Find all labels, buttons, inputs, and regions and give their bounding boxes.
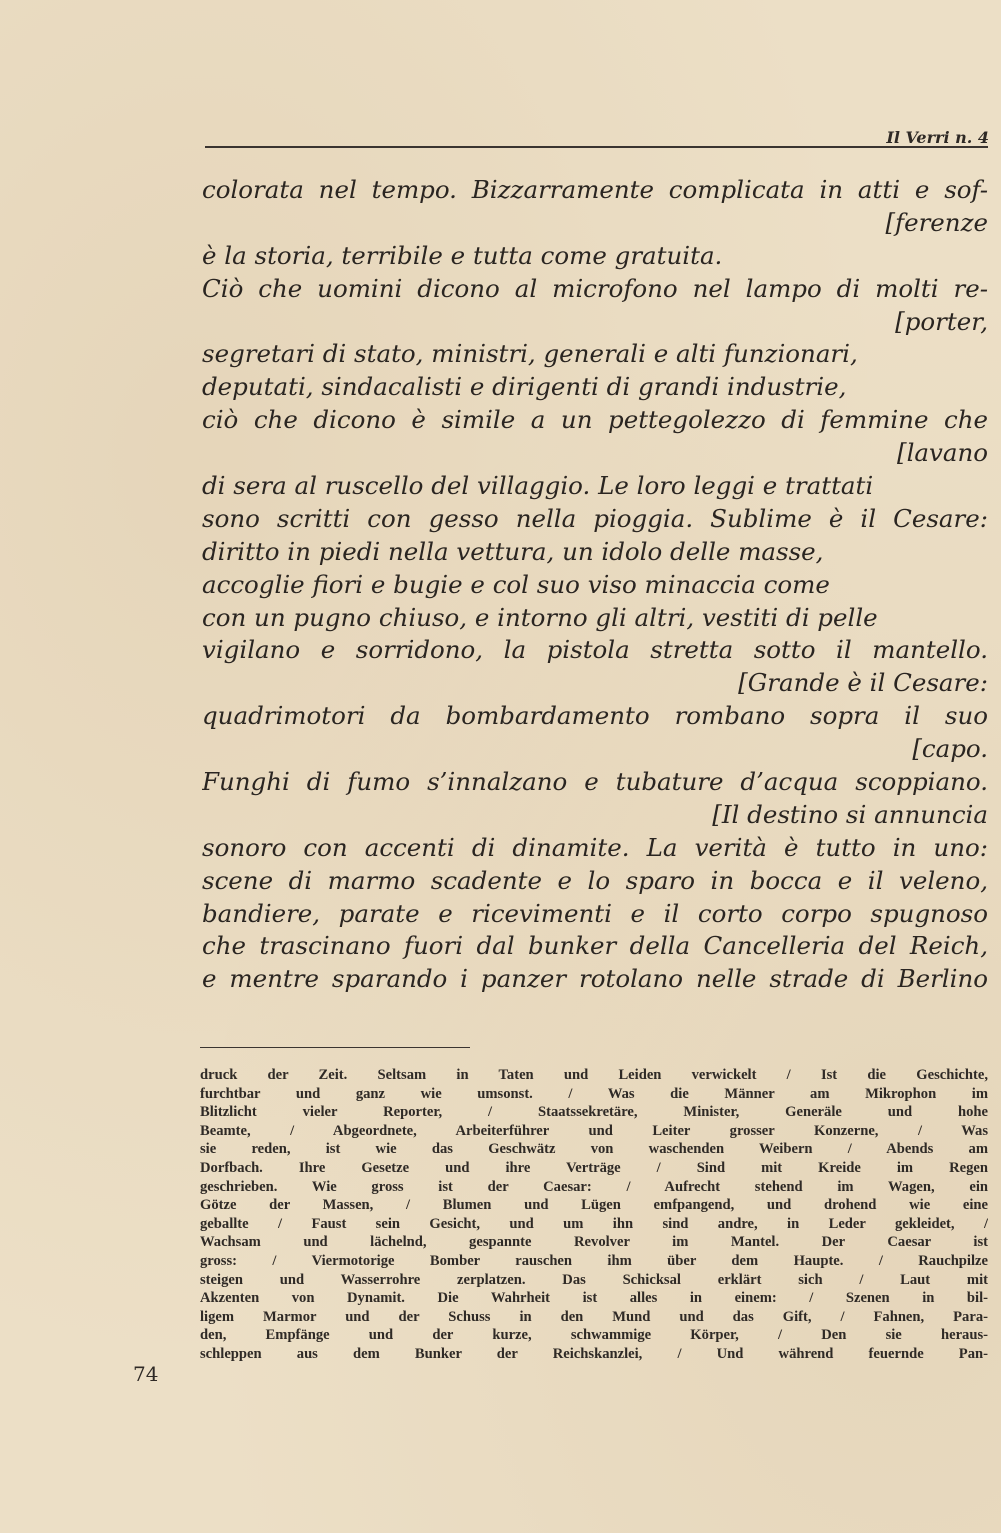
footnote-line: Blitzlicht vieler Reporter, / Staatssekretäre, Minister, Generäle und hohe [200, 1104, 988, 1121]
running-head: Il Verri n. 4 [886, 128, 989, 147]
poem-line: sonoro con accenti di dinamite. La verità è tutto in uno: [202, 832, 988, 862]
poem-line: che trascinano fuori dal bunker della Cancelleria del Reich, [202, 931, 988, 961]
footnote-line: gross: / Viermotorige Bomber rauschen ihm über dem Haupte. / Rauchpilze [200, 1252, 988, 1269]
footnote-line: furchtbar und ganz wie umsonst. / Was die Männer am Mikrophon im [200, 1085, 988, 1102]
poem-line: e mentre sparando i panzer rotolano nelle strade di Berlino [202, 964, 988, 994]
poem-text [202, 174, 988, 996]
poem-line: accoglie fiori e bugie e col suo viso minaccia come [202, 569, 830, 599]
poem-line: ciò che dicono è simile a un pettegolezzo di femmine che [202, 405, 988, 435]
poem-line: segretari di stato, ministri, generali e alti funzionari, [202, 339, 858, 369]
footnote-line: Dorfbach. Ihre Gesetze und ihre Verträge / Sind mit Kreide im Regen [200, 1159, 988, 1176]
poem-line: [Grande è il Cesare: [738, 668, 988, 698]
footnote-rule [200, 1047, 470, 1048]
footnote-line: schleppen aus dem Bunker der Reichskanzlei, / Und während feuernde Pan- [200, 1345, 988, 1362]
poem-line: [lavano [897, 438, 988, 468]
poem-line: deputati, sindacalisti e dirigenti di grandi industrie, [202, 372, 847, 402]
poem-line: di sera al ruscello del villaggio. Le loro leggi e trattati [202, 471, 874, 501]
poem-line: bandiere, parate e ricevimenti e il corto corpo spugnoso [202, 898, 988, 928]
page-number: 74 [133, 1362, 159, 1386]
footnote-line: druck der Zeit. Seltsam in Taten und Leiden verwickelt / Ist die Geschichte, [200, 1067, 988, 1083]
poem-line: diritto in piedi nella vettura, un idolo delle masse, [202, 536, 824, 566]
footnote-line: Wachsam und lächelnd, gespannte Revolver im Mantel. Der Caesar ist [200, 1234, 988, 1251]
footnote-line: geballte / Faust sein Gesicht, und um ihn sind andre, in Leder gekleidet, / [200, 1215, 988, 1232]
footnote-line: sie reden, ist wie das Geschwätz von waschenden Weibern / Abends am [200, 1141, 988, 1158]
header-rule [205, 146, 988, 148]
footnote-line: Beamte, / Abgeordnete, Arbeiterführer und Leiter grosser Konzerne, / Was [200, 1122, 988, 1139]
poem-line: [ferenze [885, 207, 988, 237]
footnote-translation [200, 1066, 988, 1364]
footnote-line: geschrieben. Wie gross ist der Caesar: / Aufrecht stehend im Wagen, ein [200, 1178, 988, 1195]
poem-line: sono scritti con gesso nella pioggia. Sublime è il Cesare: [202, 503, 988, 533]
poem-line: [porter, [895, 306, 988, 336]
poem-line: [capo. [912, 734, 988, 764]
poem-line: quadrimotori da bombardamento rombano sopra il suo [202, 701, 988, 731]
poem-line: vigilano e sorridono, la pistola stretta sotto il mantello. [202, 635, 988, 665]
footnote-line: Akzenten von Dynamit. Die Wahrheit ist alles in einem: / Szenen in bil- [200, 1290, 988, 1307]
footnote-line: steigen und Wasserrohre zerplatzen. Das Schicksal erklärt sich / Laut mit [200, 1271, 988, 1288]
poem-line: è la storia, terribile e tutta come gratuita. [202, 240, 723, 270]
poem-line: Ciò che uomini dicono al microfono nel lampo di molti re- [202, 273, 988, 303]
footnote-line: ligem Marmor und der Schuss in den Mund und das Gift, / Fahnen, Para- [200, 1308, 988, 1325]
poem-line: con un pugno chiuso, e intorno gli altri, vestiti di pelle [202, 602, 878, 632]
poem-line: scene di marmo scadente e lo sparo in bocca e il veleno, [202, 865, 988, 895]
footnote-line: den, Empfänge und der kurze, schwammige Körper, / Den sie heraus- [200, 1327, 988, 1344]
poem-line: Funghi di fumo s’innalzano e tubature d’acqua scoppiano. [202, 767, 988, 797]
poem-line: colorata nel tempo. Bizzarramente complicata in atti e sof- [202, 175, 988, 204]
footnote-line: Götze der Massen, / Blumen und Lügen emfpangend, und drohend wie eine [200, 1197, 988, 1214]
poem-line: [Il destino si annuncia [712, 799, 988, 829]
